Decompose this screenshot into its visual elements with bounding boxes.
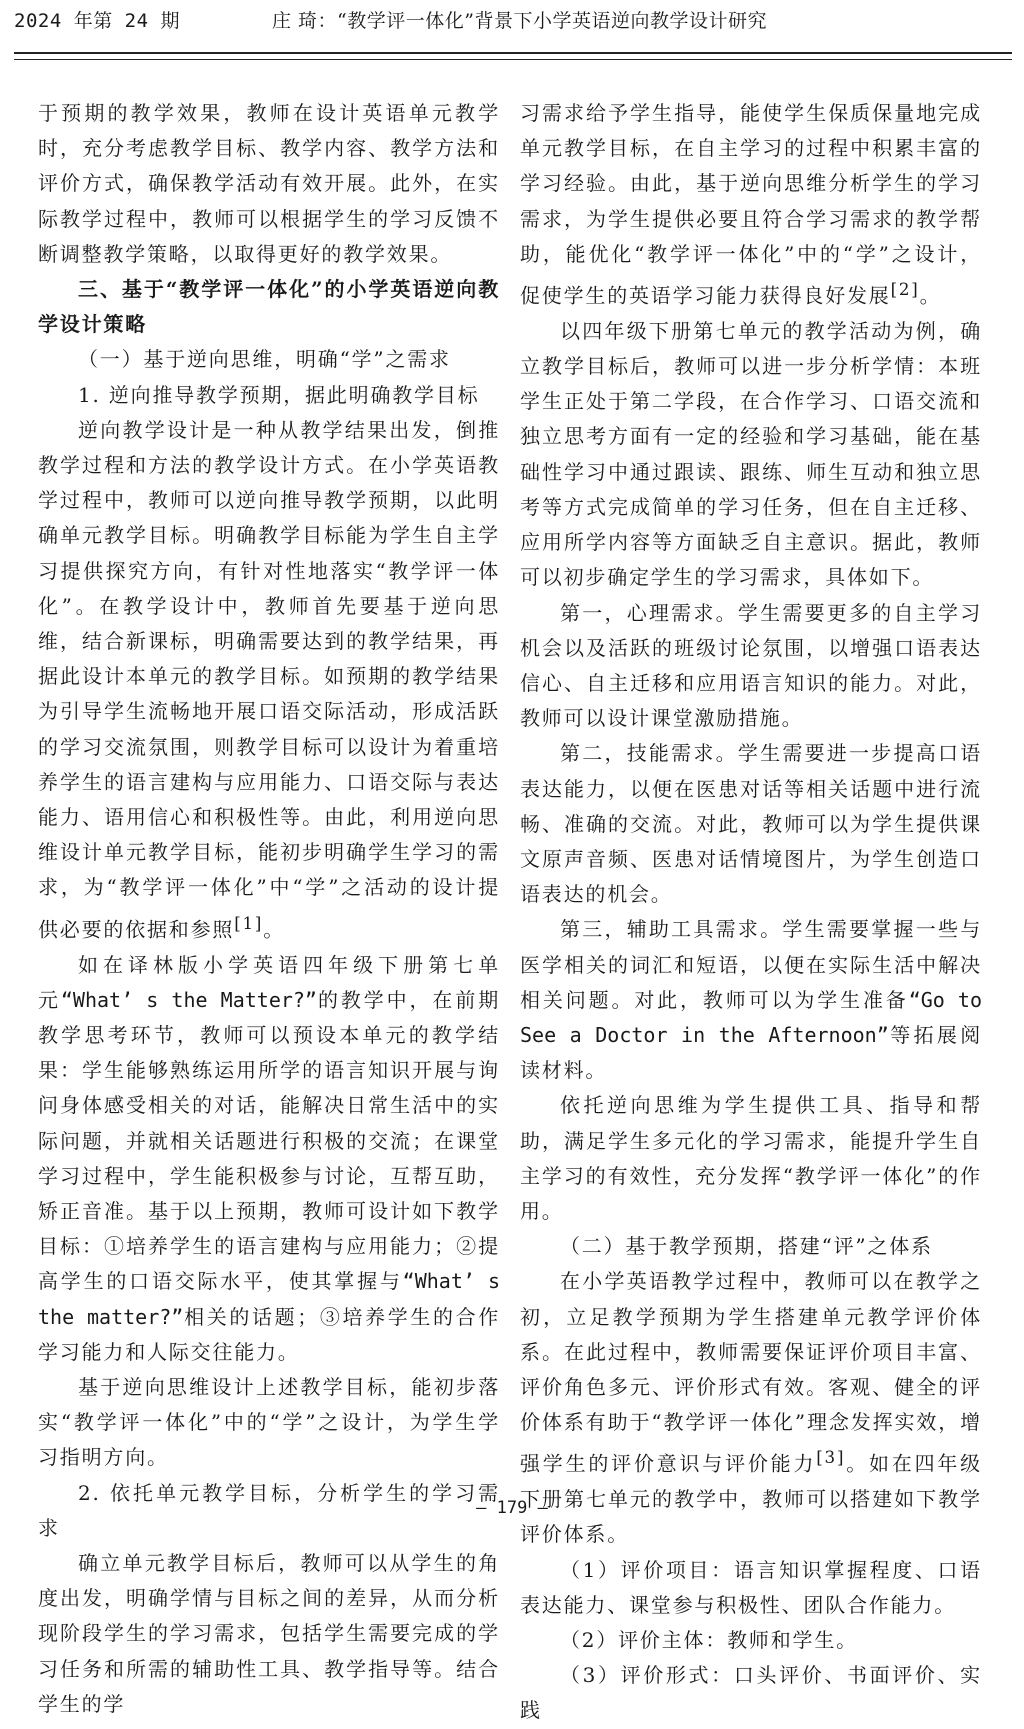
list-item: （2）评价主体：教师和学生。 xyxy=(560,1628,858,1653)
header-rule-thick xyxy=(14,52,1012,54)
paragraph-text: 等拓展阅读材料。 xyxy=(520,1022,982,1083)
right-column xyxy=(520,96,982,1729)
paragraph: 习需求给予学生指导，能使学生保质保量地完成单元教学目标，在自主学习的过程中积累丰富的学习经验。由此，基于逆向思维分析学生的学习需求，为学生提供必要且符合学习需求的教学帮助，能优化“教学评一体化”中的“学”之设计，促使学生的英语学习能力获得良好发展[2]。 xyxy=(520,101,982,308)
section-heading: 三、基于“教学评一体化”的小学英语逆向教学设计策略 xyxy=(38,277,500,337)
paragraph-text: 习需求给予学生指导，能使学生保质保量地完成单元教学目标，在自主学习的过程中积累丰富的学习经验。由此，基于逆向思维分析学生的学习需求，为学生提供必要且符合学习需求的教学帮助，能优化“教学评一体化”中的“学”之设计，促使学生的英语学习能力获得良好发展 xyxy=(520,101,982,308)
list-item: （1）评价项目：语言知识掌握程度、口语表达能力、课堂参与积极性、团队合作能力。 xyxy=(520,1557,982,1617)
article-running-title: 庄 琦：“教学评一体化”背景下小学英语逆向教学设计研究 xyxy=(272,10,767,32)
subsection-heading: （一）基于逆向思维，明确“学”之需求 xyxy=(78,347,451,372)
citation-ref: [1] xyxy=(234,913,264,933)
citation-ref: [2] xyxy=(890,280,920,300)
english-phrase: “What’ s the matter?” xyxy=(38,1269,500,1329)
paragraph: 确立单元教学目标后，教师可以从学生的角度出发，明确学情与目标之间的差异，从而分析现阶段学生的学习需求，包括学生需要完成的学习任务和所需的辅助性工具、教学指导等。结合学生的学 xyxy=(38,1550,500,1716)
paragraph: 基于逆向思维设计上述教学目标，能初步落实“教学评一体化”中的“学”之设计，为学生学习指明方向。 xyxy=(38,1374,500,1470)
paragraph-text: 在小学英语教学过程中，教师可以在教学之初，立足教学预期为学生搭建单元教学评价体系。在此过程中，教师需要保证评价项目丰富、评价角色多元、评价形式有效。客观、健全的评价体系有助于“教学评一体化”理念发挥实效，增强学生的评价意识与评价能力 xyxy=(520,1269,982,1477)
paragraph: 依托逆向思维为学生提供工具、指导和帮助，满足学生多元化的学习需求，能提升学生自主学习的有效性，充分发挥“教学评一体化”的作用。 xyxy=(520,1093,982,1223)
item-heading: 2. 依托单元教学目标，分析学生的学习需求 xyxy=(38,1480,500,1540)
left-column xyxy=(38,96,500,1722)
unit-title: “What’ s the Matter?” xyxy=(60,987,317,1012)
paragraph-text: 。如在四年级下册第七单元的教学中，教师可以搭建如下教学评价体系。 xyxy=(520,1452,982,1547)
citation-ref: [3] xyxy=(816,1448,846,1468)
paragraph-text: 如在译林版小学英语四年级下册第七单元 xyxy=(38,952,500,1012)
paragraph: 于预期的教学效果，教师在设计英语单元教学时，充分考虑教学目标、教学内容、教学方法和评价方式，确保教学活动有效开展。此外，在实际教学过程中，教师可以根据学生的学习反馈不断调整教学策略，以取得更好的教学效果。 xyxy=(38,101,500,266)
journal-issue: 2024 年第 24 期 xyxy=(14,10,180,32)
list-item: （3）评价形式：口头评价、书面评价、实践 xyxy=(520,1663,982,1723)
page-number: — 179 — xyxy=(476,1498,548,1518)
header-rule-thin xyxy=(14,59,1012,60)
paragraph: 以四年级下册第七单元的教学活动为例，确立教学目标后，教师可以进一步分析学情：本班学生正处于第二学段，在合作学习、口语交流和独立思考方面有一定的经验和学习基础，能在基础性学习中通过跟读、跟练、师生互动和独立思考等方式完成简单的学习任务，但在自主迁移、应用所学内容等方面缺乏自主意识。据此，教师可以初步确定学生的学习需求，具体如下。 xyxy=(520,318,982,590)
paragraph xyxy=(520,912,982,1088)
paragraph: 逆向教学设计是一种从教学结果出发，倒推教学过程和方法的教学设计方式。在小学英语教学过程中，教师可以逆向推导教学预期，以此明确单元教学目标。明确教学目标能为学生自主学习提供探究方向，有针对性地落实“教学评一体化”。在教学设计中，教师首先要基于逆向思维，结合新课标，明确需要达到的教学结果，再据此设计本单元的教学目标。如预期的教学结果为引导学生流畅地开展口语交际活动，形成活跃的学习交流氛围，则教学目标可以设计为着重培养学生的语言建构与应用能力、口语交际与表达能力、语用信心和积极性等。由此，利用逆向思维设计单元教学目标，能初步明确学生学习的需求，为“教学评一体化”中“学”之活动的设计提供必要的依据和参照[1]。 xyxy=(38,417,500,942)
running-header xyxy=(0,0,1024,36)
paragraph-text: 相关的话题；③培养学生的合作学习能力和人际交往能力。 xyxy=(38,1304,500,1364)
paragraph: 第一，心理需求。学生需要更多的自主学习机会以及活跃的班级讨论氛围，以增强口语表达信心、自主迁移和应用语言知识的能力。对此，教师可以设计课堂激励措施。 xyxy=(520,600,982,731)
reading-material-title: “Go to See a Doctor in the Afternoon” xyxy=(520,987,982,1047)
paragraph: 第二，技能需求。学生需要进一步提高口语表达能力，以便在医患对话等相关话题中进行流畅、准确的交流。对此，教师可以为学生提供课文原声音频、医患对话情境图片，为学生创造口语表达的机会。 xyxy=(520,741,982,907)
paragraph-text: 逆向教学设计是一种从教学结果出发，倒推教学过程和方法的教学设计方式。在小学英语教学过程中，教师可以逆向推导教学预期，以此明确单元教学目标。明确教学目标能为学生自主学习提供探究方向，有针对性地落实“教学评一体化”。在教学设计中，教师首先要基于逆向思维，结合新课标，明确需要达到的教学结果，再据此设计本单元的教学目标。如预期的教学结果为引导学生流畅地开展口语交际活动，形成活跃的学习交流氛围，则教学目标可以设计为着重培养学生的语言建构与应用能力、口语交际与表达能力、语用信心和积极性等。由此，利用逆向思维设计单元教学目标，能初步明确学生学习的需求，为“教学评一体化”中“学”之活动的设计提供必要的依据和参照 xyxy=(38,417,500,942)
paragraph xyxy=(38,948,500,1370)
item-heading: 1. 逆向推导教学预期，据此明确教学目标 xyxy=(78,382,480,407)
paragraph-text: 的教学中，在前期教学思考环节，教师可以预设本单元的教学结果：学生能够熟练运用所学的语言知识开展与询问身体感受相关的对话，能解决日常生活中的实际问题，并就相关话题进行积极的交流；在课堂学习过程中，学生能积极参与讨论，互帮互助，矫正音准。基于以上预期，教师可设计如下教学目标：①培养学生的语言建构与应用能力；②提高学生的口语交际水平，使其掌握与 xyxy=(38,987,500,1294)
paragraph-text: 第三，辅助工具需求。学生需要掌握一些与医学相关的词汇和短语，以便在实际生活中解决相关问题。对此，教师可以为学生准备 xyxy=(520,917,982,1012)
subsection-heading: （二）基于教学预期，搭建“评”之体系 xyxy=(560,1234,933,1259)
